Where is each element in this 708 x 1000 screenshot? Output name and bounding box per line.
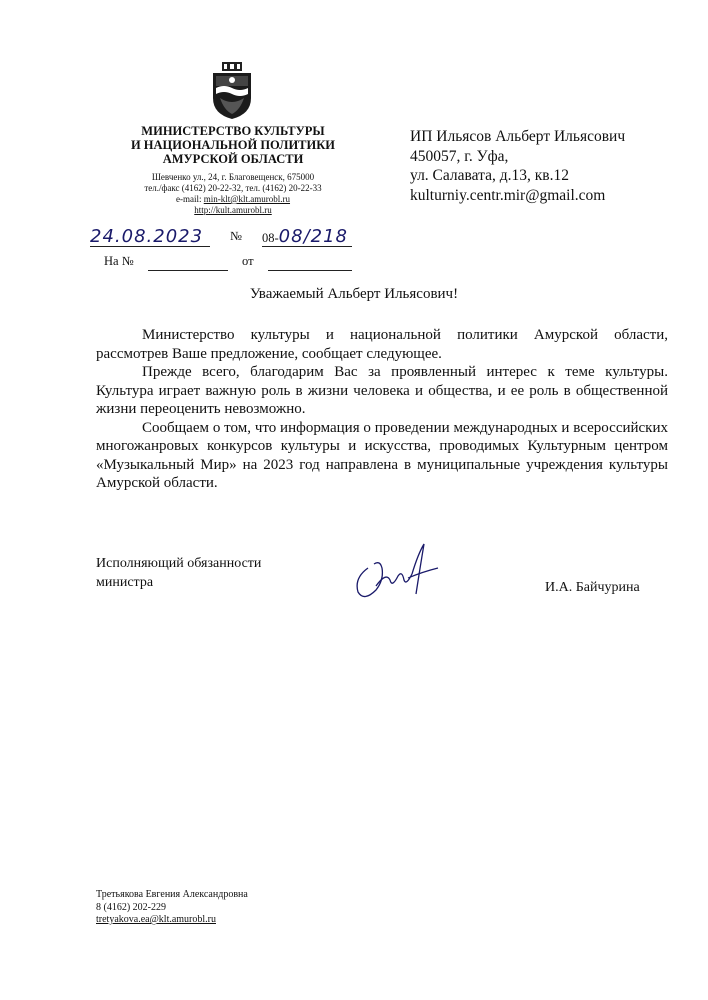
salutation: Уважаемый Альберт Ильясович!	[249, 286, 459, 302]
signer-title-line: министра	[96, 574, 154, 590]
executor-info	[96, 889, 248, 927]
reply-to-label: На №	[104, 254, 134, 268]
ministry-name	[90, 124, 376, 166]
recipient-name: ИП Ильясов Альберт Ильясович	[410, 128, 626, 145]
signer-title-line: Исполняющий обязанности	[96, 556, 262, 571]
coat-of-arms-icon	[210, 62, 254, 120]
email-label: e-mail:	[175, 194, 204, 204]
recipient-street: ул. Салавата, д.13, кв.12	[410, 167, 569, 184]
executor-phone: 8 (4162) 202-229	[96, 901, 166, 913]
reply-to-blank	[148, 254, 228, 271]
recipient-block	[410, 127, 625, 205]
registration-date: 24.08.2023	[90, 226, 204, 247]
from-date-blank	[268, 254, 352, 271]
signer-name: И.А. Байчурина	[545, 580, 640, 595]
number-sign: №	[230, 229, 242, 243]
ministry-contacts	[90, 172, 376, 216]
recipient-email: kulturniy.centr.mir@gmail.com	[410, 186, 606, 204]
from-label: от	[242, 254, 254, 268]
body-paragraph: Прежде всего, благодарим Вас за проявленный интерес к теме культуры. Культура играет важную роль в жизни человека и общества, и ее роль в общественной жизни переоценить невозможно.	[96, 364, 668, 417]
executor-name: Третьякова Евгения Александровна	[96, 889, 248, 900]
recipient-city: 450057, г. Уфа,	[410, 147, 509, 165]
signature-icon	[346, 538, 446, 608]
body-paragraph: Сообщаем о том, что информация о проведении международных и всероссийских многожанровых конкурсов культуры и искусства, проводимых Культурным центром «Музыкальный Мир» на 2023 год направлена в муниципальные учреждения культуры Амурской области.	[96, 419, 668, 491]
ministry-name-line: МИНИСТЕРСТВО КУЛЬТУРЫ	[141, 124, 325, 138]
ministry-phones: тел./факс (4162) 20-22-32, тел. (4162) 20-22-33	[144, 183, 322, 193]
ministry-name-line: АМУРСКОЙ ОБЛАСТИ	[162, 152, 304, 166]
ministry-address: Шевченко ул., 24, г. Благовещенск, 675000	[151, 172, 315, 182]
ministry-name-line: И НАЦИОНАЛЬНОЙ ПОЛИТИКИ	[130, 138, 336, 152]
registration-number-field	[262, 226, 352, 247]
body-paragraph: Министерство культуры и национальной политики Амурской области, рассмотрев Ваше предложение, сообщает следующее.	[96, 327, 668, 362]
ministry-website-link[interactable]: http://kult.amurobl.ru	[194, 205, 272, 215]
registration-date-field	[90, 226, 210, 247]
signer-title	[96, 555, 261, 592]
registration-number-prefix: 08-	[262, 231, 279, 245]
registration-number: 08/218	[278, 226, 348, 247]
executor-email-link[interactable]: tretyakova.ea@klt.amurobl.ru	[96, 914, 216, 925]
letter-body	[96, 326, 668, 493]
ministry-email-link[interactable]: min-klt@klt.amurobl.ru	[203, 194, 291, 204]
